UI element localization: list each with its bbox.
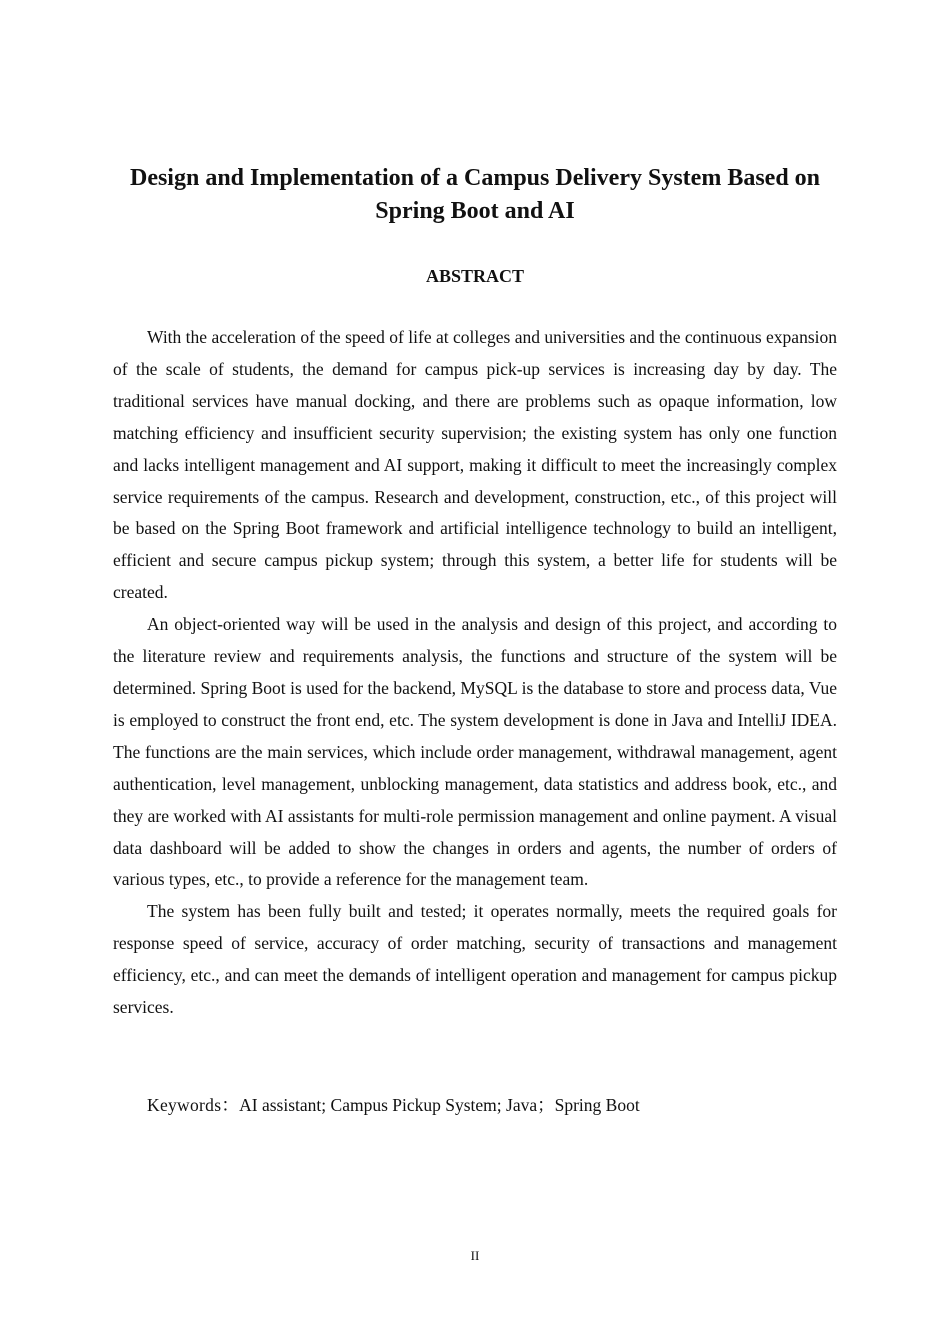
keywords-value: AI assistant; Campus Pickup System; Java；Spring Boot: [239, 1095, 640, 1115]
abstract-heading: ABSTRACT: [425, 266, 525, 286]
keywords-line: [147, 1090, 847, 1121]
abstract-paragraph-1: With the acceleration of the speed of life at colleges and universities and the continuous expansion of the scale of students, the demand for campus pick-up services is increasing day by day. The traditional services have manual docking, and there are problems such as opaque information, low matching efficiency and insufficient security supervision; the existing system has only one function and lacks intelligent management and AI support, making it difficult to meet the increasingly complex service requirements of the campus. Research and development, construction, etc., of this project will be based on the Spring Boot framework and artificial intelligence technology to build an intelligent, efficient and secure campus pickup system; through this system, a better life for students will be created.: [113, 327, 837, 603]
abstract-body: [113, 322, 837, 1024]
abstract-paragraph-2: An object-oriented way will be used in the analysis and design of this project, and according to the literature review and requirements analysis, the functions and structure of the system will be determined. Spring Boot is used for the backend, MySQL is the database to store and process data, Vue is employed to construct the front end, etc. The system development is done in Java and IntelliJ IDEA. The functions are the main services, which include order management, withdrawal management, agent authentication, level management, unblocking management, data statistics and address book, etc., and they are worked with AI assistants for multi-role permission management and online payment. A visual data dashboard will be added to show the changes in orders and agents, the number of orders of various types, etc., to provide a reference for the management team.: [113, 614, 837, 890]
abstract-paragraph-3: The system has been fully built and tested; it operates normally, meets the required goals for response speed of service, accuracy of order matching, security of transactions and management efficiency, etc., and can meet the demands of intelligent operation and management for campus pickup services.: [113, 901, 837, 1018]
keywords-label: Keywords：: [147, 1095, 240, 1115]
page-number: II: [470, 1248, 480, 1263]
page-title: Design and Implementation of a Campus Delivery System Based on Spring Boot and AI: [129, 165, 821, 224]
